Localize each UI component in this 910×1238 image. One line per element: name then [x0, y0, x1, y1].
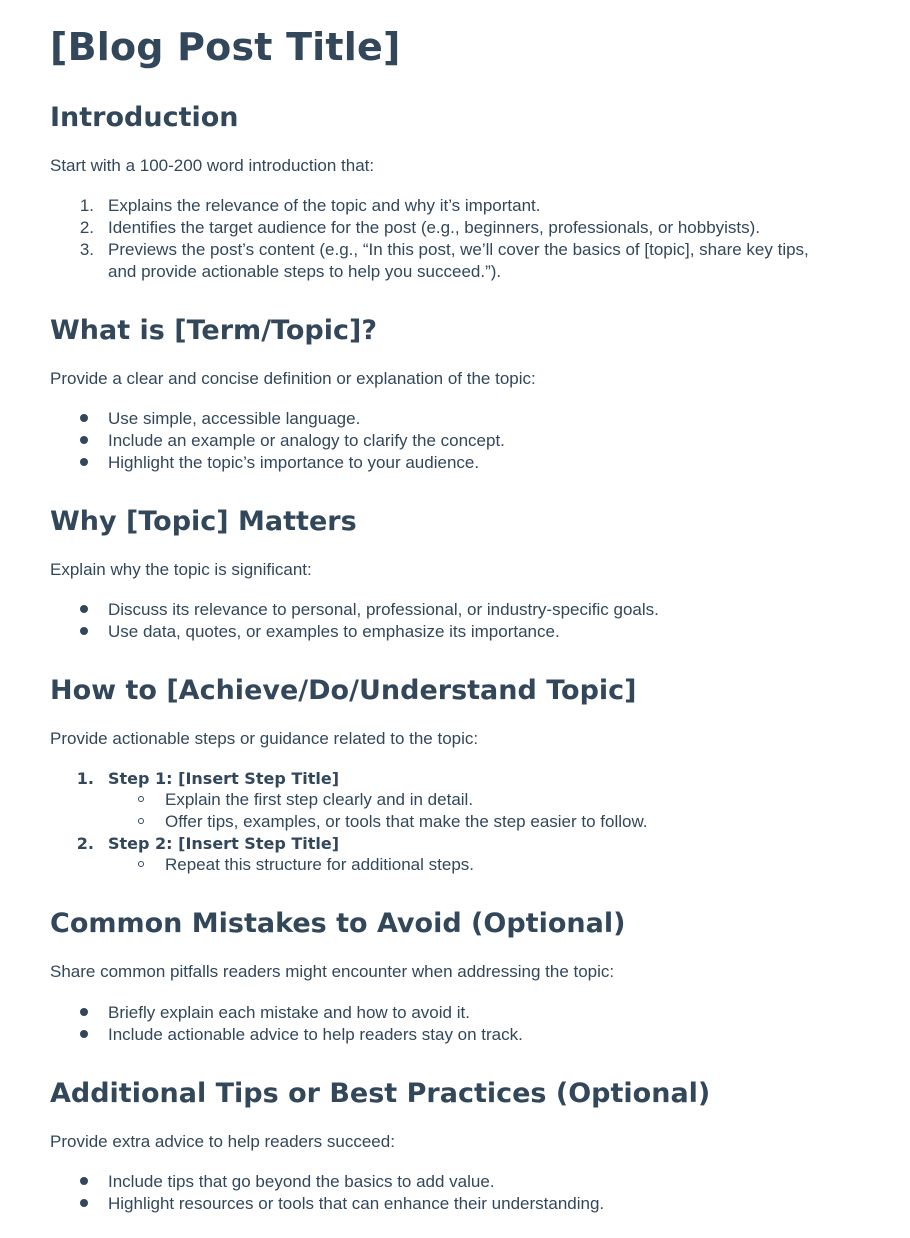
section-heading-how-to: How to [Achieve/Do/Understand Topic] [50, 675, 637, 706]
circle-bullet-icon [138, 796, 144, 802]
list-marker: 2. [79, 218, 94, 237]
list-item: Include an example or analogy to clarify the concept. [108, 431, 505, 450]
list-marker: 1. [79, 196, 94, 215]
bullet-icon [80, 1199, 88, 1207]
list-item: Explains the relevance of the topic and why it’s important. [108, 196, 541, 215]
page-title: [Blog Post Title] [50, 25, 401, 69]
step-number: 1. [76, 769, 94, 788]
list-item: Highlight the topic’s importance to your audience. [108, 453, 480, 472]
list-item: Use simple, accessible language. [108, 409, 361, 428]
list-item: Highlight resources or tools that can enhance their understanding. [108, 1194, 605, 1213]
section-intro-additional-tips: Provide extra advice to help readers succeed: [50, 1132, 395, 1151]
list-item: Previews the post’s content (e.g., “In this post, we’ll cover the basics of [topic], share key tips, [108, 240, 809, 259]
step-title: Step 2: [Insert Step Title] [108, 834, 340, 853]
section-heading-common-mistakes: Common Mistakes to Avoid (Optional) [50, 908, 626, 939]
bullet-icon [80, 458, 88, 466]
sub-list-item: Offer tips, examples, or tools that make the step easier to follow. [165, 812, 648, 831]
bullet-icon [80, 1030, 88, 1038]
list-marker: 3. [79, 240, 94, 259]
list-item: Identifies the target audience for the post (e.g., beginners, professionals, or hobbyists). [108, 218, 761, 237]
section-heading-introduction: Introduction [50, 102, 239, 133]
bullet-icon [80, 605, 88, 613]
section-heading-why-matters: Why [Topic] Matters [50, 506, 357, 537]
sub-list-item: Explain the first step clearly and in detail. [165, 790, 474, 809]
list-item: Discuss its relevance to personal, professional, or industry-specific goals. [108, 600, 659, 619]
list-item-continuation: and provide actionable steps to help you succeed.”). [108, 262, 502, 281]
bullet-icon [80, 1177, 88, 1185]
section-intro-introduction: Start with a 100-200 word introduction that: [50, 156, 375, 175]
section-intro-how-to: Provide actionable steps or guidance related to the topic: [50, 729, 479, 748]
sub-list-item: Repeat this structure for additional steps. [165, 855, 474, 874]
section-heading-what-is: What is [Term/Topic]? [50, 315, 378, 346]
list-item: Use data, quotes, or examples to emphasize its importance. [108, 622, 560, 641]
section-intro-what-is: Provide a clear and concise definition or explanation of the topic: [50, 369, 536, 388]
section-intro-common-mistakes: Share common pitfalls readers might encounter when addressing the topic: [50, 962, 615, 981]
bullet-icon [80, 414, 88, 422]
bullet-icon [80, 627, 88, 635]
section-intro-why-matters: Explain why the topic is significant: [50, 560, 312, 579]
bullet-icon [80, 1008, 88, 1016]
list-item: Include actionable advice to help readers stay on track. [108, 1025, 523, 1044]
section-heading-additional-tips: Additional Tips or Best Practices (Optional) [50, 1078, 711, 1109]
bullet-icon [80, 436, 88, 444]
list-item: Include tips that go beyond the basics to add value. [108, 1172, 495, 1191]
circle-bullet-icon [138, 818, 144, 824]
step-number: 2. [76, 834, 94, 853]
circle-bullet-icon [138, 861, 144, 867]
step-title: Step 1: [Insert Step Title] [108, 769, 340, 788]
list-item: Briefly explain each mistake and how to avoid it. [108, 1003, 470, 1022]
